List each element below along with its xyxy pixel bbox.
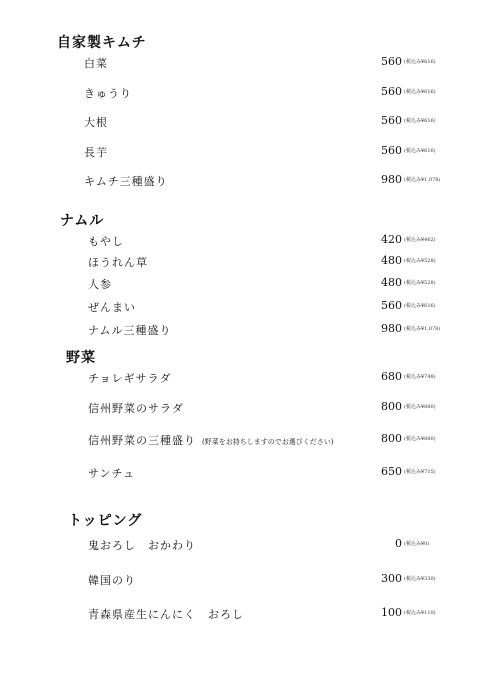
menu-item	[0, 432, 485, 452]
item-price: 300	[381, 572, 402, 585]
item-tax-price: (税込み¥528)	[404, 280, 436, 286]
item-tax-price: (税込み¥880)	[404, 404, 436, 410]
item-name: キムチ三種盛り	[84, 175, 168, 188]
item-price: 800	[381, 432, 402, 445]
item-price: 560	[381, 85, 402, 98]
menu-item	[0, 370, 485, 390]
item-price: 0	[395, 537, 402, 550]
item-tax-price: (税込み¥330)	[404, 576, 436, 582]
item-name: 人参	[88, 278, 112, 291]
item-name: 信州野菜のサラダ	[88, 402, 184, 415]
item-name: 韓国のり	[88, 574, 136, 587]
menu-item	[0, 254, 485, 274]
item-name: 大根	[84, 116, 108, 129]
item-note: (野菜をお持ちしますのでお選びください)	[202, 438, 334, 446]
section-title-vegetables: 野菜	[66, 350, 96, 366]
item-name: サンチュ	[88, 467, 136, 480]
item-price: 980	[381, 173, 402, 186]
item-tax-price: (税込み¥1,078)	[404, 326, 441, 332]
item-tax-price: (税込み¥748)	[404, 374, 436, 380]
menu-item	[0, 465, 485, 485]
item-price: 100	[381, 606, 402, 619]
item-price: 480	[381, 254, 402, 267]
item-price: 980	[381, 322, 402, 335]
item-name: きゅうり	[84, 87, 132, 100]
item-price: 480	[381, 276, 402, 289]
item-price: 420	[381, 233, 402, 246]
menu-item	[0, 233, 485, 253]
item-tax-price: (税込み¥616)	[404, 148, 436, 154]
item-tax-price: (税込み¥462)	[404, 237, 436, 243]
item-name: チョレギサラダ	[88, 372, 172, 385]
item-name: 白菜	[84, 57, 108, 70]
menu-item	[0, 173, 485, 193]
menu-item	[0, 55, 485, 75]
item-name: 青森県産生にんにく おろし	[88, 608, 244, 621]
menu-item	[0, 606, 485, 626]
item-price: 560	[381, 114, 402, 127]
item-name: 鬼おろし おかわり	[88, 539, 196, 552]
menu-item	[0, 276, 485, 296]
menu-item	[0, 144, 485, 164]
item-name: ナムル三種盛り	[88, 324, 172, 337]
item-price: 560	[381, 55, 402, 68]
item-price: 560	[381, 299, 402, 312]
menu-item	[0, 322, 485, 342]
menu-item	[0, 572, 485, 592]
section-title-kimchi: 自家製キムチ	[57, 35, 147, 51]
item-tax-price: (税込み¥528)	[404, 258, 436, 264]
section-title-toppings: トッピング	[68, 513, 143, 529]
item-tax-price: (税込み¥1,078)	[404, 177, 441, 183]
item-tax-price: (税込み¥616)	[404, 303, 436, 309]
item-name-text: 信州野菜の三種盛り	[88, 434, 196, 447]
item-name: ほうれん草	[88, 256, 148, 269]
item-name: ぜんまい	[88, 301, 136, 314]
item-price: 560	[381, 144, 402, 157]
item-tax-price: (税込み¥0)	[404, 541, 430, 547]
item-name: もやし	[88, 235, 124, 248]
menu-item	[0, 114, 485, 134]
item-tax-price: (税込み¥715)	[404, 469, 436, 475]
menu-item	[0, 400, 485, 420]
item-price: 650	[381, 465, 402, 478]
item-tax-price: (税込み¥880)	[404, 436, 436, 442]
item-tax-price: (税込み¥110)	[404, 610, 436, 616]
menu-item	[0, 537, 485, 557]
menu-item	[0, 85, 485, 105]
section-title-namul: ナムル	[60, 213, 105, 229]
item-price: 800	[381, 400, 402, 413]
item-tax-price: (税込み¥616)	[404, 59, 436, 65]
item-name	[88, 432, 333, 448]
item-name: 長芋	[84, 146, 108, 159]
item-tax-price: (税込み¥616)	[404, 89, 436, 95]
item-price: 680	[381, 370, 402, 383]
menu-item	[0, 299, 485, 319]
item-tax-price: (税込み¥616)	[404, 118, 436, 124]
